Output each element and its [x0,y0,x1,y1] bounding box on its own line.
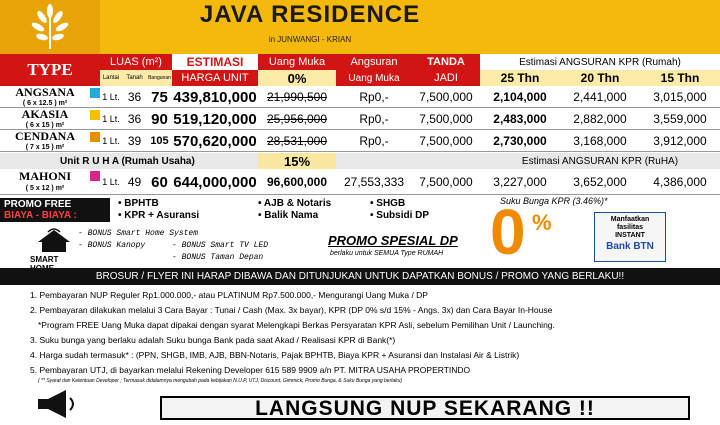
row-ltanah: 75 [151,88,168,106]
tanah-header: Tanah [122,70,147,86]
row-k20: 3,168,000 [573,134,627,148]
bonus-4: - BONUS Taman Depan [172,253,264,262]
ruha-size: ( 5 x 12 ) m² [25,184,65,192]
promo-label-2: BIAYA - BIAYA : [4,210,77,221]
cta-banner: LANGSUNG NUP SEKARANG !! [160,396,690,420]
thn20-header: 20 Thn [560,70,640,86]
ruha-angs: 27,553,333 [343,175,405,189]
ruha-tanda: 7,500,000 [419,175,473,189]
ruha-pct: 15% [258,153,336,169]
ruha-k25: 3,227,000 [493,175,547,189]
row-color-swatch [90,110,100,120]
title-block [100,0,520,54]
row-angs: Rp0,- [359,90,389,104]
row-harga: 570,620,000 [173,132,257,150]
ruha-label: Unit R U H A (Rumah Usaha) [60,155,195,167]
page-subtitle: in JUNWANGI - KRIAN [268,35,352,44]
angsuran-um-header: Uang Muka [336,70,412,86]
row-harga: 439,810,000 [173,88,257,106]
megaphone-icon [34,388,78,425]
ruha-k20: 3,652,000 [573,175,627,189]
note-5: 5. Pembayaran UTJ, di bayarkan melalui Rekening Developer 615 589 9909 a/n PT. MITRA USAHA PROPERTINDO [30,365,471,375]
row-k25: 2,104,000 [493,90,547,104]
row-color-swatch [90,132,100,142]
angsuran-header: Angsuran [336,54,412,70]
ruha-name: MAHONI [19,168,71,183]
bonus-1: - BONUS Smart Home System [78,229,199,238]
row-tanda: 7,500,000 [419,90,473,104]
bonus-3: - BONUS Smart TV LED [172,241,269,250]
bangunan-header: Bangunan [147,70,172,86]
row-size: ( 6 x 15 ) m² [25,121,65,129]
row-angs: Rp0,- [359,134,389,148]
row-k15: 3,015,000 [653,90,707,104]
promo-item-subsidi: • Subsidi DP [370,210,430,221]
row-name: CENDANA [15,129,75,143]
zero-percent-sign: % [532,210,552,235]
promo-item-shgb: • SHGB [370,198,406,209]
brosur-bar: BROSUR / FLYER INI HARAP DIBAWA DAN DITUNJUKAN UNTUK DAPATKAN BONUS / PROMO YANG BERLAKU!! [0,268,720,285]
row-lb: 36 [127,90,142,104]
row-name: ANGSANA [15,85,75,99]
promo-item-ajb: • AJB & Notaris [258,198,332,209]
row-lt: 1 Lt. [102,114,120,124]
promo-spesial-title: PROMO SPESIAL DP [328,233,458,248]
zero-percent-digit: 0 [490,196,526,268]
row-k15: 3,912,000 [653,134,707,148]
palm-logo-icon [0,0,100,54]
row-lt: 1 Lt. [102,92,120,102]
row-name: AKASIA [21,107,69,121]
promo-item-kpr: • KPR + Asuransi [118,210,200,221]
ruha-row [0,169,720,195]
row-um: 25,956,000 [266,112,328,126]
row-k25: 2,730,000 [493,134,547,148]
row-ltanah: 105 [150,135,169,147]
promo-label-box [0,198,110,222]
row-k20: 2,882,000 [573,112,627,126]
note-2b: *Program FREE Uang Muka dapat dipakai dengan syarat Melengkapi Berkas Persyaratan KPR Asli, sebelum Pemilihan Unit / Launching. [38,320,555,330]
suku-bunga-label: Suku Bunga KPR (3.46%)* [500,196,608,206]
ruha-lb: 49 [127,175,142,189]
ruha-lt: 1 Lt. [102,177,120,187]
lantai-header: Lantai [100,70,122,86]
page-title: JAVA RESIDENCE [199,1,421,28]
tanda-header: TANDA [412,54,480,70]
btn-badge [594,212,666,262]
btn-text-2: fasilitas [616,224,644,231]
estimasi-header: ESTIMASI [186,55,244,69]
ruha-kpr-label: Estimasi ANGSURAN KPR (RuHA) [521,155,679,167]
uang-muka-header: Uang Muka [258,54,336,70]
luas-header: LUAS (m²) [100,54,172,70]
note-2: 2. Pembayaran dilakukan melalui 3 Cara Bayar : Tunai / Cash (Max. 3x bayar), KPR (DP 0% s/d 15% - Angs. 3x) dan Cara Bayar In-House [30,305,553,315]
btn-text-3: INSTANT [615,232,645,239]
thn15-header: 15 Thn [640,70,720,86]
table-row [0,130,720,152]
thn25-header: 25 Thn [480,70,560,86]
promo-item-balik: • Balik Nama [258,210,319,221]
smart-home-label: SMART [30,255,59,264]
row-size: ( 6 x 12.5 ) m² [22,99,68,107]
um-pct-header: 0% [258,70,336,86]
row-k15: 3,559,000 [653,112,707,126]
ruha-k15: 4,386,000 [653,175,707,189]
row-size: ( 7 x 15 ) m² [25,143,65,151]
promo-spesial-sub: berlaku untuk SEMUA Type RUMAH [330,250,444,257]
row-k20: 2,441,000 [573,90,627,104]
row-angs: Rp0,- [359,112,389,126]
row-harga: 519,120,000 [173,110,257,128]
row-tanda: 7,500,000 [419,134,473,148]
table-row [0,108,720,130]
btn-text-1: Manfaatkan [610,216,650,223]
btn-brand: Bank BTN [606,241,654,252]
row-lb: 39 [127,134,142,148]
row-lt: 1 Lt. [102,136,120,146]
note-3: 3. Suku bunga yang berlaku adalah Suku bunga Bank pada saat Akad / Realisasi KPR di Bank(*) [30,335,396,345]
row-um: 28,531,000 [266,134,328,148]
promo-label-1: PROMO FREE [4,199,72,210]
row-tanda: 7,500,000 [419,112,473,126]
harga-unit-header: HARGA UNIT [172,70,258,86]
row-um: 21,990,500 [266,90,328,104]
table-row [0,86,720,108]
note-4: 4. Harga sudah termasuk* : (PPN, SHGB, IMB, AJB, BBN-Notaris, Pajak BPHTB, Biaya KPR + Asuransi dan Instalasi Air & Listrik) [30,350,520,360]
ruha-ltanah: 60 [151,173,168,191]
type-header: TYPE [0,54,100,86]
row-color-swatch [90,88,100,98]
note-disclaimer: ( ** Syarat dan Ketentuan Developer ; Termasuk didalamnya mengubah pada kebijakan N.U.P, UTJ, Discount, Gimmick, Promo Bunga, & Suku Bunga yang berlaku) [38,378,403,384]
ruha-um: 96,600,000 [266,175,328,189]
bonus-2: - BONUS Kanopy [78,241,146,250]
jadi-header: JADI [412,70,480,86]
ruha-harga: 644,000,000 [173,173,257,191]
row-ltanah: 90 [151,110,168,128]
promo-item-bphtb: • BPHTB [118,198,159,209]
row-k25: 2,483,000 [493,112,547,126]
ruha-color-swatch [90,171,100,181]
note-1: 1. Pembayaran NUP Reguler Rp1.000.000,- atau PLATINUM Rp7.500.000,- Mengurangi Uang Muka / DP [30,290,428,300]
row-lb: 36 [127,112,142,126]
estimasi-kpr-header: Estimasi ANGSURAN KPR (Rumah) [480,54,720,70]
